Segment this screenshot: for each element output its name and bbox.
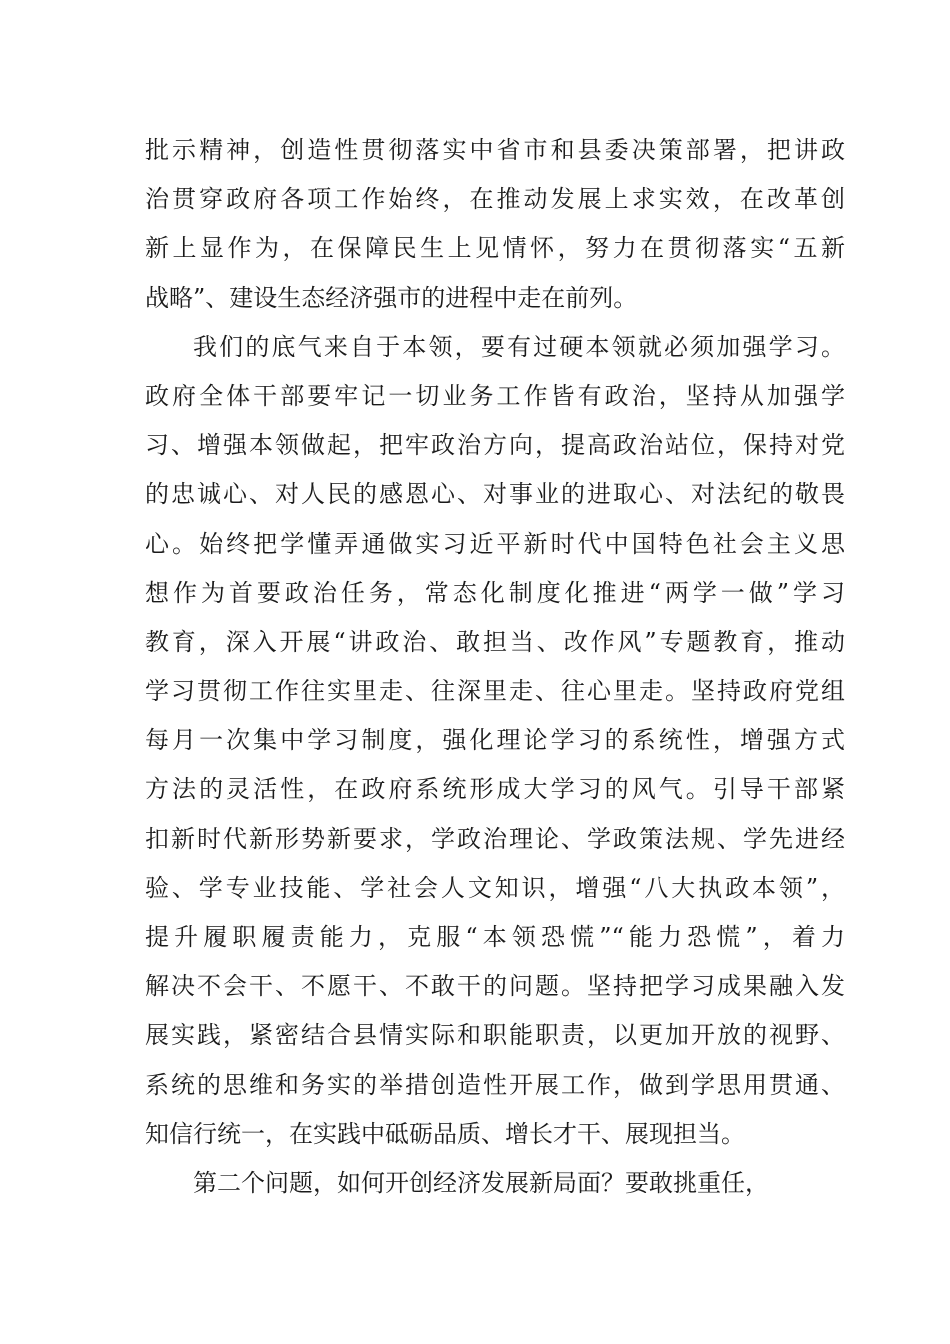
text-line-4: 战略”、建设生态经济强市的进程中走在前列。	[145, 283, 638, 312]
text-line-8: 的忠诚心、对人民的感恩心、对事业的进取心、对法纪的敬畏	[145, 480, 845, 509]
text-line-10: 想作为首要政治任务，常态化制度化推进“两学一做”学习	[145, 578, 845, 607]
text-line-19: 展实践，紧密结合县情实际和职能职责，以更加开放的视野、	[145, 1021, 845, 1050]
text-line-15: 扣新时代新形势新要求，学政治理论、学政策法规、学先进经	[145, 824, 845, 853]
text-line-11: 教育，深入开展“讲政治、敢担当、改作风”专题教育，推动	[145, 627, 845, 656]
text-line-18: 解决不会干、不愿干、不敢干的问题。坚持把学习成果融入发	[145, 972, 845, 1001]
text-line-21: 知信行统一，在实践中砥砺品质、增长才干、展现担当。	[145, 1119, 745, 1148]
paragraph-3-first-line: 第二个问题，如何开创经济发展新局面？要敢挑重任，	[193, 1168, 769, 1197]
text-line-9: 心。始终把学懂弄通做实习近平新时代中国特色社会主义思	[145, 529, 845, 558]
paragraph-2-first-line: 我们的底气来自于本领，要有过硬本领就必须加强学习。	[193, 332, 845, 361]
body-text	[145, 126, 845, 1208]
text-line-1: 批示精神，创造性贯彻落实中省市和县委决策部署，把讲政	[145, 136, 845, 164]
text-line-20: 系统的思维和务实的举措创造性开展工作，做到学思用贯通、	[145, 1070, 845, 1099]
text-line-14: 方法的灵活性，在政府系统形成大学习的风气。引导干部紧	[145, 775, 845, 804]
text-line-6: 政府全体干部要牢记一切业务工作皆有政治，坚持从加强学	[145, 381, 845, 410]
text-line-16: 验、学专业技能、学社会人文知识，增强“八大执政本领”，	[145, 873, 845, 902]
text-line-12: 学习贯彻工作往实里走、往深里走、往心里走。坚持政府党组	[145, 677, 845, 706]
text-line-17: 提升履职履责能力，克服“本领恐慌”“能力恐慌”，着力	[145, 923, 845, 951]
text-line-13: 每月一次集中学习制度，强化理论学习的系统性，增强方式	[145, 726, 845, 755]
text-line-2: 治贯穿政府各项工作始终，在推动发展上求实效，在改革创	[145, 185, 845, 214]
text-line-3: 新上显作为，在保障民生上见情怀，努力在贯彻落实“五新	[145, 234, 845, 263]
text-line-7: 习、增强本领做起，把牢政治方向，提高政治站位，保持对党	[145, 431, 845, 460]
